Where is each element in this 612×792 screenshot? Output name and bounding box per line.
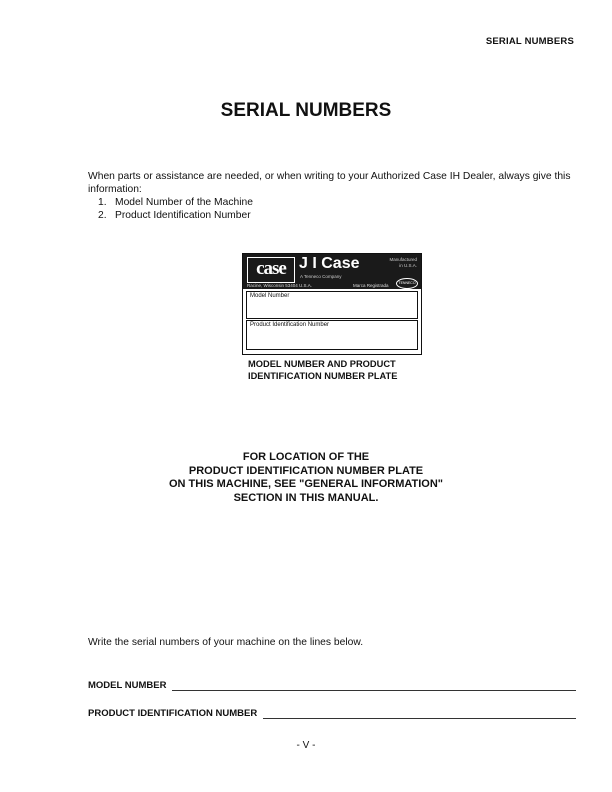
plate-pin-box xyxy=(246,320,418,350)
tenneco-badge: TENNECO xyxy=(396,278,418,289)
pin-line xyxy=(263,712,576,719)
plate-model-label: Model Number xyxy=(250,293,290,299)
pin-field xyxy=(88,708,576,719)
list-item: 2. Product Identification Number xyxy=(98,210,251,221)
location-notice: FOR LOCATION OF THE PRODUCT IDENTIFICATION NUMBER PLATE ON THIS MACHINE, SEE "GENERAL INFORMATION" SECTION IN THIS MANUAL. xyxy=(168,451,444,504)
page-number: - V - xyxy=(296,740,316,751)
pin-label: PRODUCT IDENTIFICATION NUMBER xyxy=(88,708,258,719)
plate-model-box xyxy=(246,291,418,319)
model-number-line xyxy=(172,684,576,691)
write-instruction: Write the serial numbers of your machine on the lines below. xyxy=(88,637,364,648)
plate-registered: Marca Registrada xyxy=(353,283,389,288)
plate-pin-label: Product Identification Number xyxy=(250,322,330,328)
plate-brand: J I Case xyxy=(299,255,360,272)
info-list xyxy=(98,196,253,222)
list-item: 1. Model Number of the Machine xyxy=(98,197,253,208)
plate-brand-sub: A Tenneco Company xyxy=(300,274,342,279)
intro-paragraph: When parts or assistance are needed, or when writing to your Authorized Case IH Dealer, always give this information: xyxy=(88,171,571,195)
plate-caption: MODEL NUMBER AND PRODUCT IDENTIFICATION NUMBER PLATE xyxy=(248,359,398,381)
plate-address: Racine, Wisconsin 53404 U.S.A. xyxy=(247,283,313,288)
plate-manufactured: Manufactured in U.S.A. xyxy=(389,257,417,268)
running-header: SERIAL NUMBERS xyxy=(485,36,574,47)
serial-number-plate xyxy=(242,253,422,355)
plate-strip xyxy=(243,282,421,290)
case-logo: case xyxy=(247,257,295,283)
model-number-label: MODEL NUMBER xyxy=(88,680,167,691)
model-number-field xyxy=(88,680,576,691)
page-title: SERIAL NUMBERS xyxy=(220,100,392,121)
